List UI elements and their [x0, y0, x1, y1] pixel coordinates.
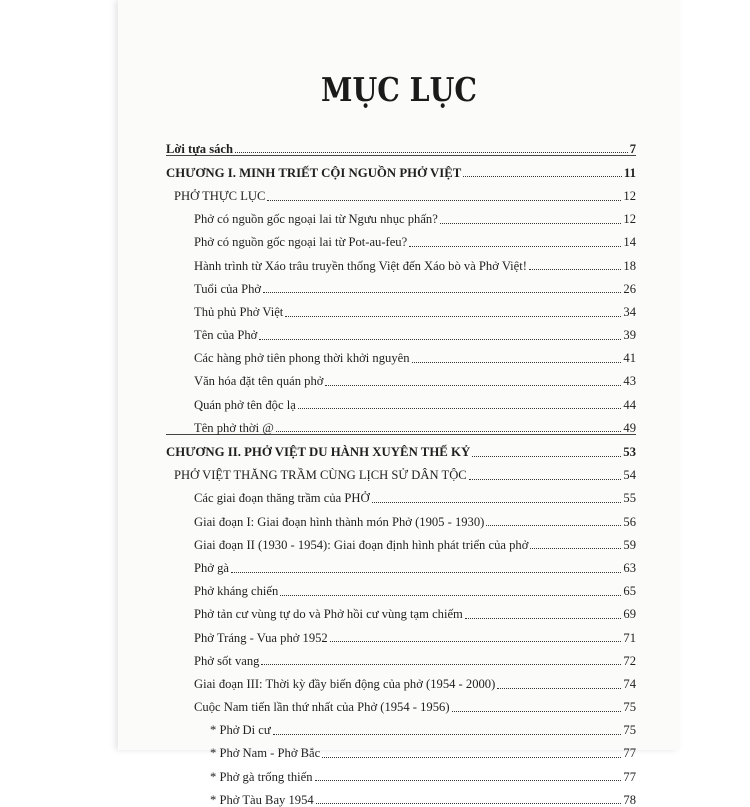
book-page: [118, 0, 680, 807]
toc-entry-row: [166, 714, 636, 737]
toc-entry-label: Tuổi của Phở: [194, 281, 262, 296]
toc-entry-label: Lời tựa sách: [166, 141, 234, 156]
toc-entry-row: [166, 760, 636, 783]
toc-page-number: 41: [623, 351, 636, 366]
dot-leader: [259, 339, 621, 340]
toc-entry-row: [166, 203, 636, 226]
toc-entry-label: Quán phở tên độc lạ: [194, 397, 296, 412]
toc-page-number: 78: [623, 792, 636, 807]
toc-entry-row: [166, 551, 636, 574]
toc-entry-label: Phở gà: [194, 560, 229, 575]
toc-entry-row: [166, 505, 636, 528]
toc-page-number: 14: [623, 235, 636, 250]
toc-entry-label: Tên phở thời @: [194, 420, 274, 435]
toc-page-number: 59: [623, 537, 636, 552]
toc-section-row: [166, 179, 636, 202]
toc-entry-label: Các giai đoạn thăng trầm của PHỞ: [194, 491, 370, 506]
dot-leader: [285, 316, 621, 317]
toc-entry-label: Phở kháng chiến: [194, 584, 279, 599]
dot-leader: [316, 803, 622, 804]
toc-entry-row: [166, 667, 636, 690]
toc-page-number: 39: [623, 328, 636, 343]
toc-entry-label: Phở có nguồn gốc ngoại lai từ Pot-au-feu?: [194, 235, 408, 250]
toc-page-number: 74: [623, 676, 636, 691]
toc-page-number: 63: [623, 560, 636, 575]
toc-title: MỤC LỤC: [321, 70, 477, 109]
dot-leader: [231, 572, 621, 573]
toc-entry-label: PHỞ VIỆT THĂNG TRẦM CÙNG LỊCH SỬ DÂN TỘC: [174, 468, 467, 483]
toc-entry-row: [166, 575, 636, 598]
toc-entry-row: [166, 621, 636, 644]
toc-entry-label: Tên của Phở: [194, 328, 258, 343]
toc-entry-label: Thủ phủ Phở Việt: [194, 304, 284, 319]
toc-entry-row: [166, 249, 636, 272]
dot-leader: [463, 176, 622, 177]
dot-leader: [412, 362, 622, 363]
toc-entry-label: * Phở gà trống thiến: [210, 769, 313, 784]
toc-entry-row: [166, 411, 636, 434]
toc-entry-row: [166, 783, 636, 806]
toc-page-number: 11: [623, 165, 636, 180]
toc-entry-label: CHƯƠNG II. PHỞ VIỆT DU HÀNH XUYÊN THẾ KỶ: [166, 444, 471, 459]
toc-entry-label: Phở sốt vang: [194, 653, 260, 668]
dot-leader: [529, 269, 621, 270]
toc-page-number: 43: [623, 374, 636, 389]
toc-section-row: [166, 459, 636, 482]
dot-leader: [261, 664, 621, 665]
dot-leader: [497, 688, 621, 689]
toc-entry-label: * Phở Nam - Phở Bắc: [210, 746, 321, 761]
dot-leader: [469, 479, 622, 480]
dot-leader: [409, 246, 621, 247]
dot-leader: [472, 456, 621, 457]
dot-leader: [465, 618, 622, 619]
toc-entry-label: * Phở Tàu Bay 1954: [210, 792, 314, 807]
dot-leader: [235, 152, 628, 153]
dot-leader: [263, 292, 621, 293]
dot-leader: [330, 641, 622, 642]
toc-page-number: 7: [629, 141, 636, 156]
dot-leader: [276, 431, 622, 432]
toc-entry-row: [166, 319, 636, 342]
toc-entry-row: [166, 272, 636, 295]
toc-entry-row: [166, 598, 636, 621]
toc-page-number: 34: [623, 304, 636, 319]
toc-entry-label: Hành trình từ Xáo trâu truyền thống Việt đến Xáo bò và Phở Việt!: [194, 258, 527, 273]
toc-page-number: 55: [623, 491, 636, 506]
toc-entry-row: [166, 388, 636, 411]
toc-page-number: 75: [623, 723, 636, 738]
toc-entry-row: [166, 644, 636, 667]
toc-page-number: 71: [623, 630, 636, 645]
dot-leader: [315, 780, 622, 781]
toc-entry-label: Phở có nguồn gốc ngoại lai từ Ngưu nhục phấn?: [194, 212, 438, 227]
toc-entry-label: Giai đoạn II (1930 - 1954): Giai đoạn định hình phát triển của phở: [194, 537, 529, 552]
table-of-contents: [166, 132, 636, 806]
dot-leader: [267, 200, 621, 201]
toc-entry-label: Cuộc Nam tiến lần thứ nhất của Phở (1954 - 1956): [194, 700, 450, 715]
toc-entry-label: CHƯƠNG I. MINH TRIẾT CỘI NGUỒN PHỞ VIỆT: [166, 165, 462, 180]
toc-entry-row: [166, 226, 636, 249]
toc-page-number: 75: [623, 700, 636, 715]
toc-page-number: 49: [623, 420, 636, 435]
dot-leader: [273, 734, 622, 735]
dot-leader: [372, 502, 622, 503]
toc-entry-row: [166, 528, 636, 551]
toc-page-number: 53: [623, 444, 636, 459]
dot-leader: [530, 548, 621, 549]
toc-page-number: 72: [623, 653, 636, 668]
toc-page-number: 18: [623, 258, 636, 273]
toc-entry-label: * Phở Di cư: [210, 723, 271, 738]
toc-page-number: 12: [623, 188, 636, 203]
toc-page-number: 77: [623, 746, 636, 761]
toc-entry-label: Giai đoạn III: Thời kỳ đầy biến động của phở (1954 - 2000): [194, 676, 496, 691]
toc-chapter-row: [166, 435, 636, 458]
dot-leader: [298, 408, 622, 409]
toc-page-number: 56: [623, 514, 636, 529]
toc-entry-row: [166, 482, 636, 505]
toc-entry-label: Các hàng phở tiên phong thời khởi nguyên: [194, 351, 410, 366]
toc-page-number: 54: [623, 468, 636, 483]
dot-leader: [452, 711, 622, 712]
toc-chapter-row: [166, 156, 636, 179]
toc-entry-row: [166, 342, 636, 365]
toc-page-number: 26: [623, 281, 636, 296]
dot-leader: [280, 595, 621, 596]
toc-entry-label: Phở tản cư vùng tự do và Phở hồi cư vùng tạm chiếm: [194, 607, 463, 622]
dot-leader: [322, 757, 621, 758]
toc-page-number: 65: [623, 584, 636, 599]
toc-entry-label: Phở Tráng - Vua phở 1952: [194, 630, 328, 645]
toc-page-number: 69: [623, 607, 636, 622]
toc-entry-row: [166, 691, 636, 714]
toc-entry-label: Văn hóa đặt tên quán phở: [194, 374, 324, 389]
toc-entry-label: PHỞ THỰC LỤC: [174, 188, 266, 203]
toc-intro-row: [166, 132, 636, 155]
toc-entry-row: [166, 295, 636, 318]
dot-leader: [440, 223, 622, 224]
toc-entry-label: Giai đoạn I: Giai đoạn hình thành món Phở (1905 - 1930): [194, 514, 485, 529]
toc-entry-row: [166, 365, 636, 388]
dot-leader: [325, 385, 621, 386]
toc-page-number: 77: [623, 769, 636, 784]
toc-page-number: 12: [623, 212, 636, 227]
toc-page-number: 44: [623, 397, 636, 412]
toc-entry-row: [166, 737, 636, 760]
dot-leader: [486, 525, 621, 526]
